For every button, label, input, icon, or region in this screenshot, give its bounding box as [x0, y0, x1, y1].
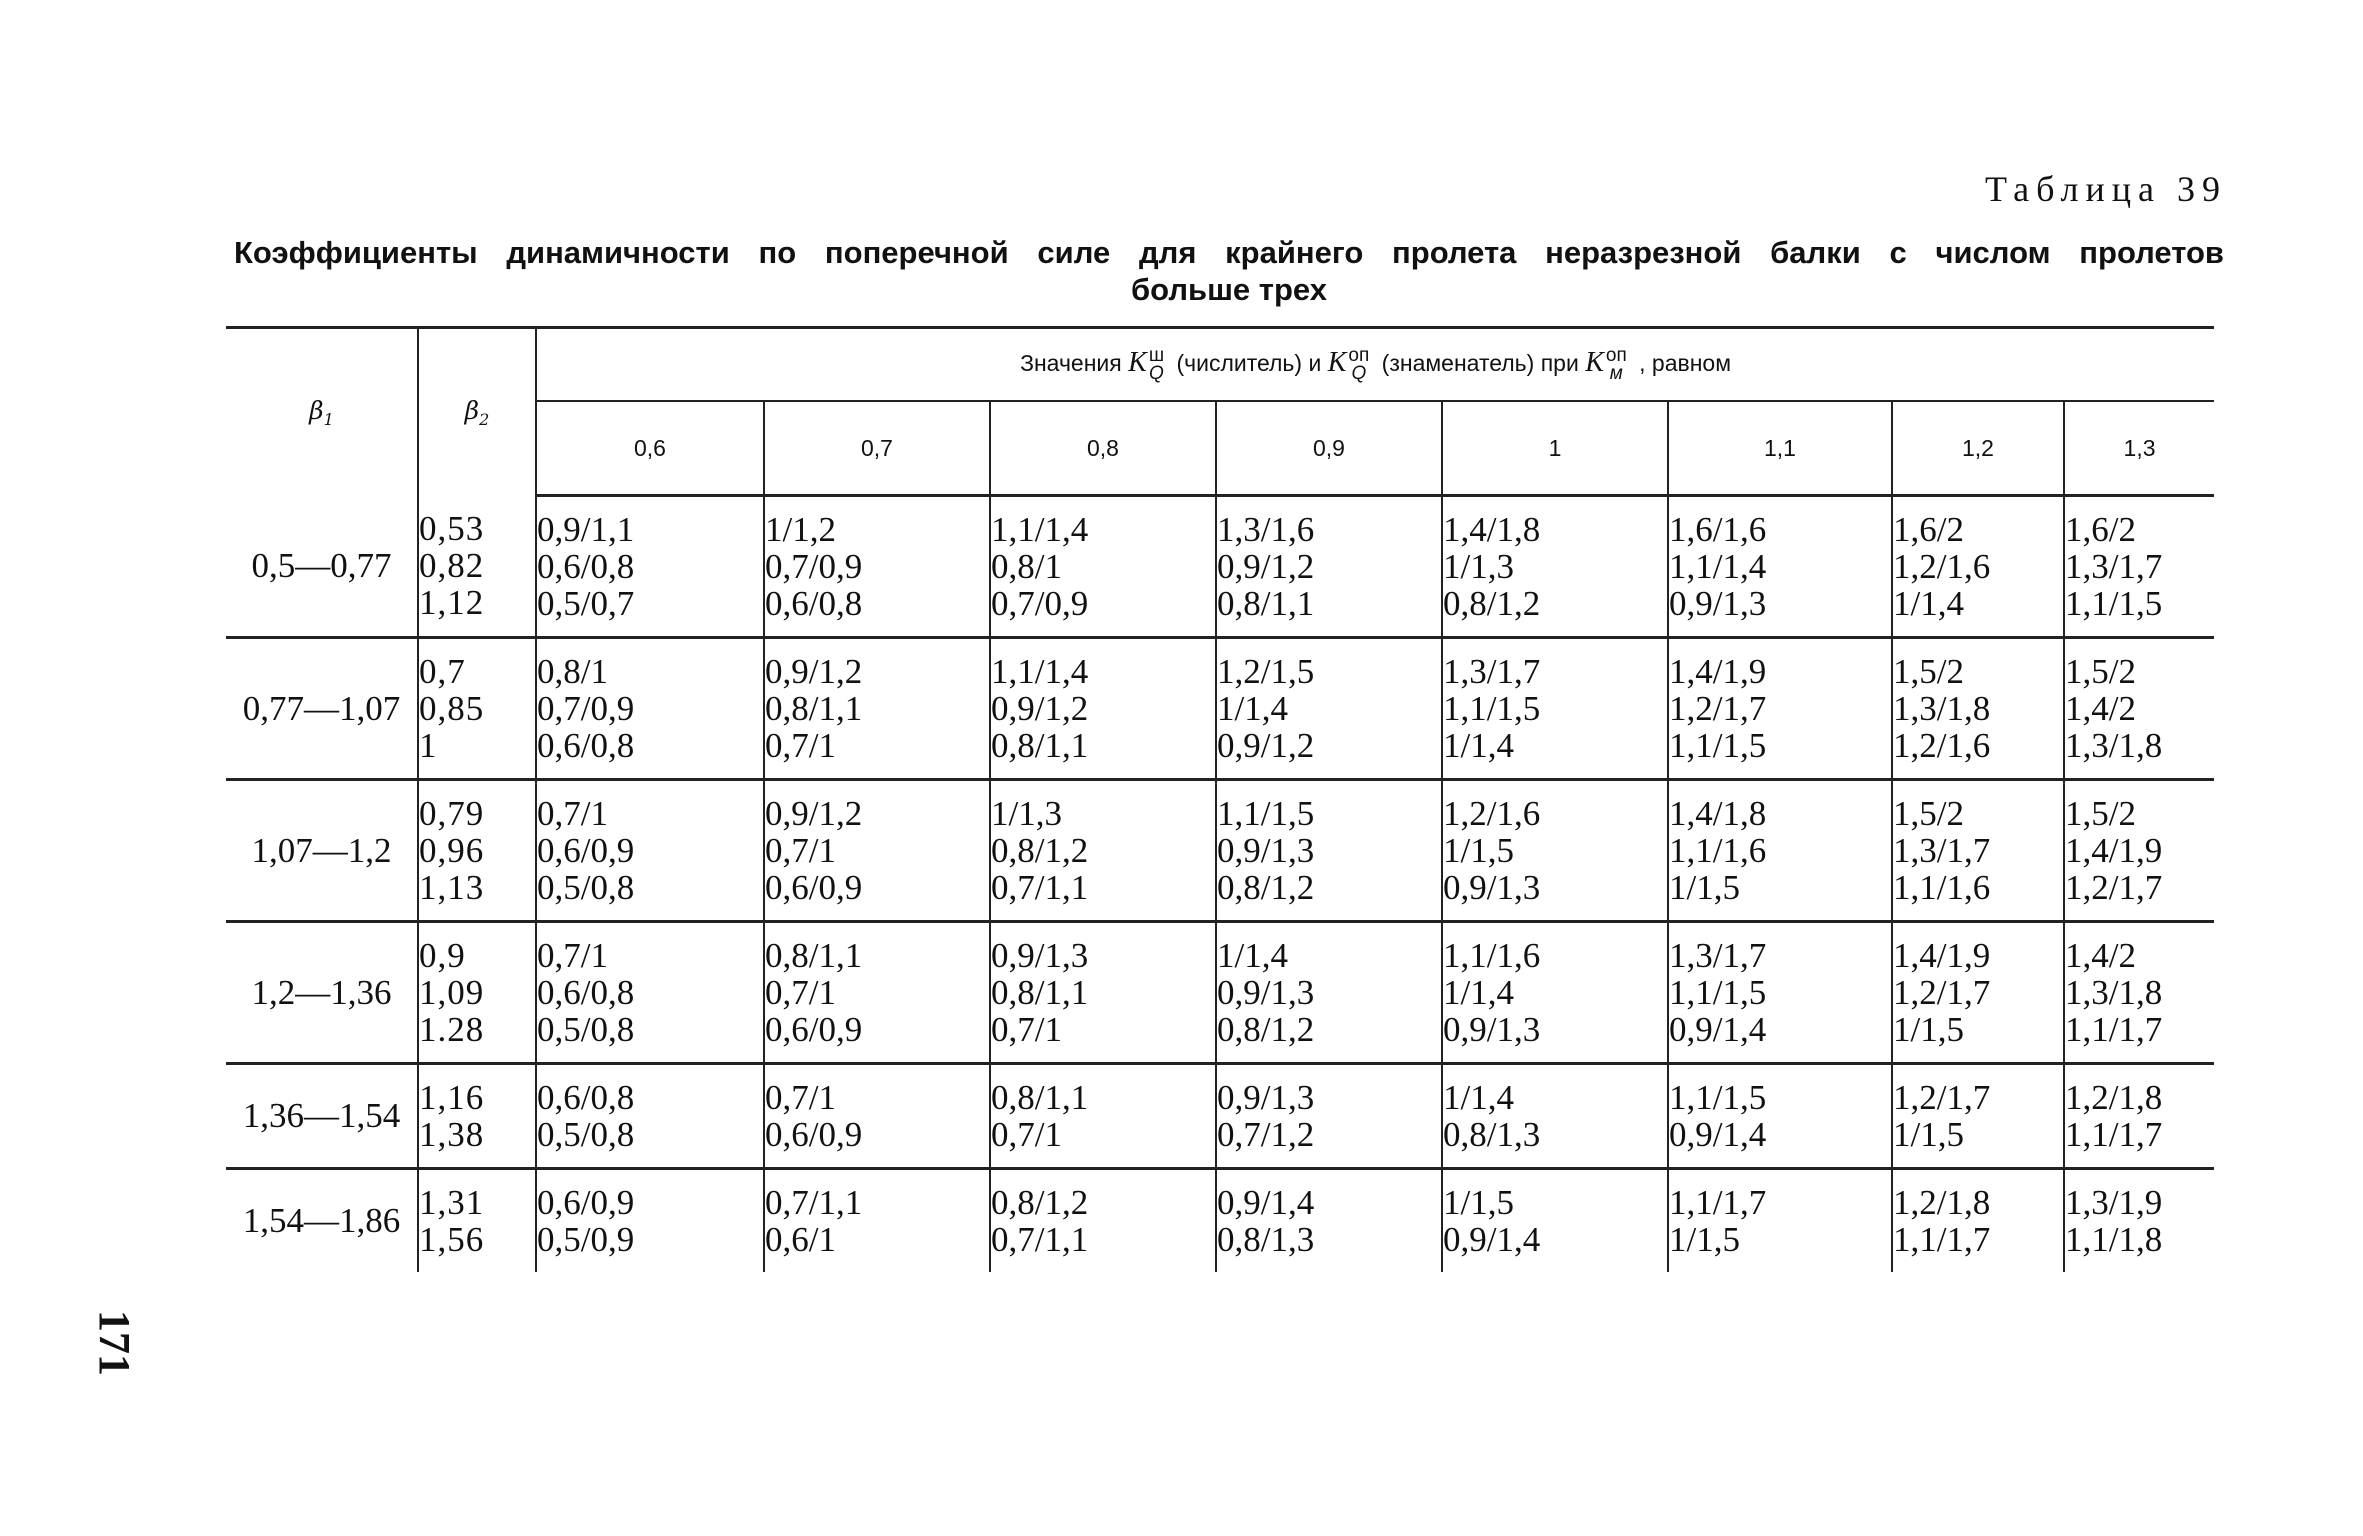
coefficient-value: 0,7/1 — [765, 973, 836, 1012]
beta1-range: 1,36—1,54 — [226, 1064, 418, 1169]
coefficient-cell — [1442, 1064, 1668, 1169]
coefficient-cell — [2064, 638, 2214, 780]
coefficient-cell — [2064, 496, 2214, 638]
coefficient-value: 0,9/1,3 — [1217, 973, 1315, 1012]
coefficient-value: 0,7/1 — [991, 1115, 1062, 1154]
coefficient-value: 0,5/0,7 — [537, 584, 635, 623]
coefficient-value: 0,8/1,2 — [1443, 584, 1541, 623]
column-header: 1 — [1442, 401, 1668, 496]
coefficient-value: 1,1/1,5 — [1669, 973, 1767, 1012]
beta2-values — [418, 1064, 536, 1169]
coefficient-value: 1,4/1,9 — [1893, 936, 1991, 975]
coefficient-value: 0,7/0,9 — [991, 584, 1089, 623]
coefficient-value: 0,9/1,3 — [1443, 868, 1541, 907]
coefficient-value: 0,6/0,9 — [765, 868, 863, 907]
coefficient-value: 1,1/1,7 — [1669, 1183, 1767, 1222]
coefficient-value: 1,3/1,8 — [2065, 973, 2163, 1012]
coefficient-cell — [1892, 1064, 2064, 1169]
coefficient-value: 0,8/1,2 — [1217, 868, 1315, 907]
coefficient-cell — [764, 496, 990, 638]
coefficient-cell — [536, 1169, 764, 1273]
coefficient-value: 1,4/1,9 — [1669, 652, 1767, 691]
coefficient-value: 1,6/1,6 — [1669, 510, 1767, 549]
coefficient-value: 1/1,4 — [1443, 726, 1514, 765]
coefficient-cell — [1442, 496, 1668, 638]
coefficient-value: 1,1/1,5 — [1669, 726, 1767, 765]
coefficient-value: 0,5/0,8 — [537, 1010, 635, 1049]
coefficient-value: 0,8/1,1 — [765, 689, 863, 728]
coefficient-cell — [1668, 780, 1892, 922]
coefficient-cell — [990, 638, 1216, 780]
coefficient-cell — [990, 780, 1216, 922]
coefficient-value: 1,1/1,7 — [2065, 1115, 2163, 1154]
coefficient-cell — [1668, 1064, 1892, 1169]
coefficient-value: 1,3/1,7 — [1669, 936, 1767, 975]
coefficient-value: 0,7/0,9 — [537, 689, 635, 728]
beta2-value: 1,12 — [419, 583, 485, 623]
coefficient-cell — [536, 496, 764, 638]
coefficient-value: 0,5/0,9 — [537, 1220, 635, 1259]
coefficient-value: 1,6/2 — [2065, 510, 2136, 549]
coefficient-value: 0,7/0,9 — [765, 547, 863, 586]
coefficient-value: 0,8/1,2 — [1217, 1010, 1315, 1049]
coefficient-value: 0,6/0,9 — [537, 831, 635, 870]
coefficient-value: 1/1,5 — [1893, 1010, 1964, 1049]
coefficient-value: 0,8/1,2 — [991, 1183, 1089, 1222]
coefficient-cell — [990, 922, 1216, 1064]
coefficient-value: 1,3/1,8 — [2065, 726, 2163, 765]
coefficient-value: 1,1/1,5 — [1669, 1078, 1767, 1117]
coefficient-value: 0,8/1,1 — [991, 973, 1089, 1012]
coefficient-value: 0,9/1,3 — [1443, 1010, 1541, 1049]
beta1-range: 0,77—1,07 — [226, 638, 418, 780]
column-header: 1,2 — [1892, 401, 2064, 496]
coefficient-value: 0,8/1,1 — [765, 936, 863, 975]
coefficient-cell — [1442, 638, 1668, 780]
coefficient-value: 0,9/1,2 — [1217, 547, 1315, 586]
coefficient-value: 1,1/1,4 — [1669, 547, 1767, 586]
coefficient-value: 0,5/0,8 — [537, 1115, 635, 1154]
beta2-values — [418, 780, 536, 922]
beta2-values — [418, 1169, 536, 1273]
coefficient-value: 1/1,4 — [1443, 973, 1514, 1012]
coefficient-value: 0,6/0,9 — [765, 1010, 863, 1049]
beta2-value: 0,82 — [419, 546, 485, 586]
coefficient-value: 1,2/1,7 — [1893, 1078, 1991, 1117]
beta2-value: 1,38 — [419, 1115, 485, 1154]
coefficient-value: 0,7/1,2 — [1217, 1115, 1315, 1154]
coefficient-value: 0,6/0,8 — [537, 1078, 635, 1117]
coefficient-value: 1,2/1,8 — [2065, 1078, 2163, 1117]
coefficient-value: 1,1/1,7 — [2065, 1010, 2163, 1049]
coefficient-value: 0,8/1 — [537, 652, 608, 691]
coefficient-value: 1,1/1,6 — [1443, 936, 1541, 975]
coefficient-cell — [1216, 780, 1442, 922]
coefficient-value: 0,8/1 — [991, 547, 1062, 586]
beta1-header: $\beta_1$ — [226, 328, 418, 496]
coefficient-value: 0,8/1,1 — [1217, 584, 1315, 623]
beta2-value: 1,16 — [419, 1078, 485, 1117]
coefficient-value: 1,1/1,7 — [1893, 1220, 1991, 1259]
beta2-value: 1,31 — [419, 1183, 485, 1222]
column-header: 0,6 — [536, 401, 764, 496]
coefficient-value: 0,7/1,1 — [765, 1183, 863, 1222]
coefficient-value: 1,4/1,9 — [2065, 831, 2163, 870]
beta1-range: 1,2—1,36 — [226, 922, 418, 1064]
coefficient-value: 0,9/1,2 — [991, 689, 1089, 728]
coefficient-value: 1,6/2 — [1893, 510, 1964, 549]
coefficient-cell — [764, 1064, 990, 1169]
table-caption — [234, 234, 2224, 308]
beta2-value: 0,53 — [419, 509, 485, 549]
column-header: 0,7 — [764, 401, 990, 496]
coefficient-value: 0,6/0,9 — [537, 1183, 635, 1222]
beta2-header: $\beta_2$ — [418, 328, 536, 496]
coefficient-value: 0,7/1 — [765, 1078, 836, 1117]
coefficient-value: 1,1/1,5 — [2065, 584, 2163, 623]
beta2-value: 0,79 — [419, 794, 485, 833]
coefficient-cell — [2064, 780, 2214, 922]
coefficient-value: 0,9/1,2 — [1217, 726, 1315, 765]
coefficient-cell — [990, 1169, 1216, 1273]
coefficient-value: 1/1,4 — [1217, 689, 1288, 728]
coefficient-value: 0,7/1 — [765, 726, 836, 765]
coefficient-value: 1,4/2 — [2065, 936, 2136, 975]
coefficient-value: 1/1,3 — [991, 794, 1062, 833]
coefficient-value: 1,1/1,4 — [991, 652, 1089, 691]
coefficient-cell — [2064, 1169, 2214, 1273]
beta2-value: 0,9 — [419, 936, 466, 975]
coefficient-value: 1,1/1,6 — [1669, 831, 1767, 870]
coefficient-cell — [1892, 638, 2064, 780]
column-header: 0,9 — [1216, 401, 1442, 496]
coefficient-value: 1,2/1,5 — [1217, 652, 1315, 691]
coefficient-cell — [764, 780, 990, 922]
coefficient-value: 1/1,5 — [1893, 1115, 1964, 1154]
coefficient-value: 1/1,4 — [1217, 936, 1288, 975]
coefficient-value: 1,4/1,8 — [1669, 794, 1767, 833]
coefficient-cell — [536, 780, 764, 922]
coefficient-value: 0,7/1 — [537, 936, 608, 975]
coefficient-value: 0,9/1,3 — [1669, 584, 1767, 623]
coefficient-cell — [1442, 1169, 1668, 1273]
coefficient-value: 0,9/1,3 — [991, 936, 1089, 975]
coefficient-value: 0,8/1,3 — [1217, 1220, 1315, 1259]
coefficient-value: 0,8/1,2 — [991, 831, 1089, 870]
coefficient-cell — [1668, 638, 1892, 780]
coefficient-cell — [1442, 922, 1668, 1064]
beta2-values — [418, 496, 536, 638]
coefficient-value: 0,9/1,1 — [537, 510, 635, 549]
coefficient-value: 1/1,4 — [1443, 1078, 1514, 1117]
coefficient-value: 0,9/1,4 — [1443, 1220, 1541, 1259]
coefficient-cell — [1442, 780, 1668, 922]
coefficient-cell — [2064, 922, 2214, 1064]
beta2-value: 1 — [419, 726, 438, 765]
beta2-value: 1,13 — [419, 868, 485, 907]
coefficient-value: 1,3/1,7 — [2065, 547, 2163, 586]
coefficient-value: 1,5/2 — [2065, 794, 2136, 833]
beta2-value: 1.28 — [419, 1010, 485, 1049]
coefficient-value: 0,5/0,8 — [537, 868, 635, 907]
coefficient-value: 1,4/1,8 — [1443, 510, 1541, 549]
coefficient-value: 1,1/1,4 — [991, 510, 1089, 549]
coefficient-value: 1,1/1,6 — [1893, 868, 1991, 907]
coefficient-cell — [1892, 496, 2064, 638]
table-label: Таблица 39 — [1985, 169, 2227, 209]
coefficient-value: 0,8/1,1 — [991, 1078, 1089, 1117]
coefficient-cell — [1668, 922, 1892, 1064]
coefficient-cell — [1216, 1169, 1442, 1273]
coefficient-value: 0,6/0,8 — [537, 973, 635, 1012]
coefficient-value: 1,2/1,6 — [1893, 726, 1991, 765]
coefficient-value: 0,9/1,4 — [1669, 1010, 1767, 1049]
coefficient-value: 1/1,5 — [1669, 868, 1740, 907]
coefficient-cell — [1668, 1169, 1892, 1273]
coefficient-value: 1,2/1,8 — [1893, 1183, 1991, 1222]
column-header: 1,1 — [1668, 401, 1892, 496]
coefficient-value: 0,9/1,4 — [1669, 1115, 1767, 1154]
coefficient-value: 1,3/1,9 — [2065, 1183, 2163, 1222]
coefficient-value: 0,9/1,2 — [765, 794, 863, 833]
coefficient-value: 0,9/1,2 — [765, 652, 863, 691]
coefficient-value: 1,2/1,6 — [1893, 547, 1991, 586]
coefficient-value: 1/1,5 — [1443, 831, 1514, 870]
coefficient-value: 1,3/1,7 — [1893, 831, 1991, 870]
coefficient-cell — [990, 1064, 1216, 1169]
beta1-range: 1,54—1,86 — [242, 1201, 401, 1240]
table-row — [226, 496, 2214, 638]
coefficient-value: 1,2/1,7 — [1893, 973, 1991, 1012]
coefficient-value: 1,2/1,6 — [1443, 794, 1541, 833]
coefficient-cell — [536, 1064, 764, 1169]
coefficient-cell — [1216, 638, 1442, 780]
coefficient-cell — [1668, 496, 1892, 638]
coefficient-value: 1,3/1,6 — [1217, 510, 1315, 549]
coefficient-value: 0,7/1 — [991, 1010, 1062, 1049]
coefficient-value: 1/1,4 — [1893, 584, 1964, 623]
coefficient-cell — [1892, 1169, 2064, 1273]
coefficient-value: 1/1,3 — [1443, 547, 1514, 586]
coefficient-cell — [764, 922, 990, 1064]
coefficient-cell — [536, 638, 764, 780]
coefficient-value: 0,6/0,8 — [537, 547, 635, 586]
coefficient-value: 0,9/1,4 — [1217, 1183, 1315, 1222]
beta2-value: 0,85 — [419, 689, 485, 728]
caption-line-1: Коэффициенты динамичности по поперечной силе для крайнего пролета неразрезной балки с числом пролетов — [234, 235, 2224, 270]
coefficient-value: 1,5/2 — [1893, 794, 1964, 833]
coefficient-value: 0,6/0,9 — [765, 1115, 863, 1154]
coefficient-value: 1/1,2 — [765, 510, 836, 549]
coefficient-value: 0,6/1 — [765, 1220, 836, 1259]
coefficient-value: 1,2/1,7 — [2065, 868, 2163, 907]
coefficient-value: 1,1/1,5 — [1443, 689, 1541, 728]
coefficient-cell — [1216, 1064, 1442, 1169]
coefficient-value: 0,6/0,8 — [765, 584, 863, 623]
coefficient-cell — [764, 638, 990, 780]
coefficient-cell — [2064, 1064, 2214, 1169]
coefficient-value: 1/1,5 — [1669, 1220, 1740, 1259]
coefficient-value: 1,5/2 — [2065, 652, 2136, 691]
coefficient-cell — [1216, 922, 1442, 1064]
table-row — [226, 922, 2214, 1064]
coefficient-value: 1,2/1,7 — [1669, 689, 1767, 728]
coefficient-value: 0,7/1,1 — [991, 1220, 1089, 1259]
coefficient-value: 0,7/1 — [765, 831, 836, 870]
coefficient-value: 0,6/0,8 — [537, 726, 635, 765]
coefficient-value: 1,1/1,5 — [1217, 794, 1315, 833]
coefficient-value: 1,5/2 — [1893, 652, 1964, 691]
column-header: 1,3 — [2064, 401, 2214, 496]
beta2-values — [418, 922, 536, 1064]
coefficient-value: 0,7/1 — [537, 794, 608, 833]
table-row — [226, 1169, 2214, 1273]
beta1-range: 0,5—0,77 — [226, 496, 418, 638]
beta1-range: 1,07—1,2 — [226, 780, 418, 922]
table-body — [226, 496, 2214, 1273]
table-row — [226, 1064, 2214, 1169]
coefficients-table — [226, 326, 2214, 1272]
coefficient-value: 0,9/1,3 — [1217, 1078, 1315, 1117]
coefficient-value: 0,8/1,1 — [991, 726, 1089, 765]
table-row — [226, 638, 2214, 780]
coefficient-cell — [1892, 780, 2064, 922]
coefficient-value: 1,3/1,8 — [1893, 689, 1991, 728]
coefficient-cell — [1892, 922, 2064, 1064]
coefficient-value: 0,9/1,3 — [1217, 831, 1315, 870]
coefficient-cell — [764, 1169, 990, 1273]
beta2-value: 0,96 — [419, 831, 485, 870]
beta2-value: 1,09 — [419, 973, 485, 1012]
coefficient-value: 1/1,5 — [1443, 1183, 1514, 1222]
beta2-value: 1,56 — [419, 1220, 485, 1259]
values-header: Значения K ш Q (числитель) и K оп Q (знаменатель) при K оп м , равном — [536, 328, 2214, 402]
coefficient-cell — [1216, 496, 1442, 638]
beta2-values — [418, 638, 536, 780]
beta2-value: 0,7 — [419, 652, 466, 691]
coefficient-value: 0,7/1,1 — [991, 868, 1089, 907]
coefficient-value: 0,8/1,3 — [1443, 1115, 1541, 1154]
caption-line-2: больше трех — [1131, 272, 1327, 307]
coefficient-value: 1,3/1,7 — [1443, 652, 1541, 691]
coefficient-value: 1,4/2 — [2065, 689, 2136, 728]
coefficient-value: 1,1/1,8 — [2065, 1220, 2163, 1259]
table-row — [226, 780, 2214, 922]
page-number: 171 — [90, 1310, 139, 1376]
coefficient-cell — [990, 496, 1216, 638]
coefficient-cell — [536, 922, 764, 1064]
column-header: 0,8 — [990, 401, 1216, 496]
